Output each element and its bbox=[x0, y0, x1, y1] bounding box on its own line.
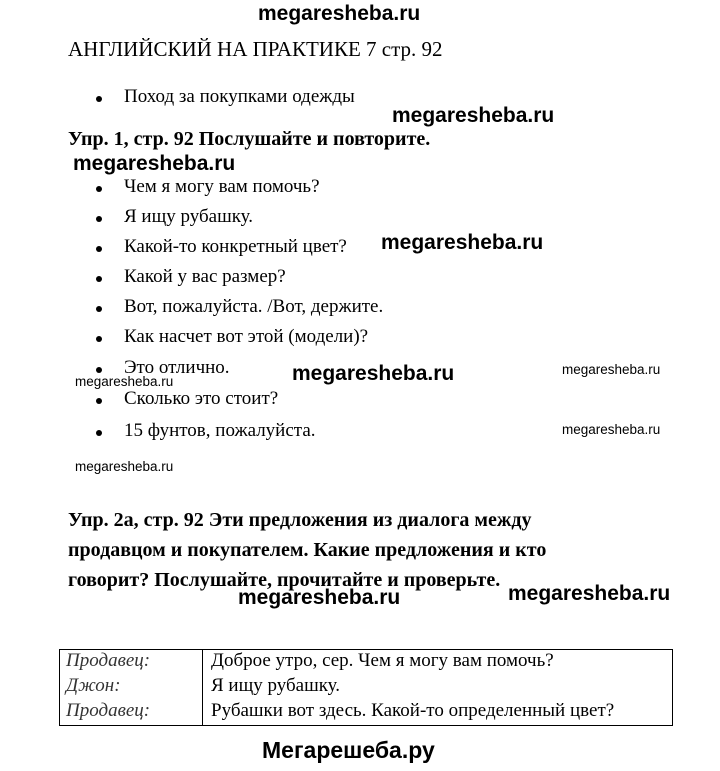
exercise2-heading-line: говорит? Послушайте, прочитайте и проверьте. bbox=[68, 569, 501, 591]
bullet-icon bbox=[96, 336, 102, 342]
list-item-text: Чем я могу вам помочь? bbox=[124, 176, 320, 197]
watermark-bottom-right: megaresheba.ru bbox=[508, 582, 671, 605]
line-cell: Доброе утро, сер. Чем я могу вам помочь? bbox=[211, 650, 554, 671]
line-cell: Я ищу рубашку. bbox=[211, 675, 341, 696]
bullet-icon bbox=[96, 398, 102, 404]
list-item-text: Как насчет вот этой (модели)? bbox=[124, 326, 369, 347]
exercise2-heading-line: Упр. 2a, стр. 92 Эти предложения из диалога между bbox=[68, 509, 532, 531]
table-row bbox=[60, 650, 673, 676]
speaker-cell: Джон: bbox=[60, 675, 203, 700]
watermark-top: megaresheba.ru bbox=[258, 2, 421, 25]
list-item-text: Какой-то конкретный цвет? bbox=[124, 236, 347, 257]
speaker-cell: Продавец: bbox=[60, 700, 203, 726]
line-cell: Рубашки вот здесь. Какой-то определенный цвет? bbox=[211, 700, 615, 721]
watermark-small-left-1: megaresheba.ru bbox=[75, 374, 174, 389]
bullet-icon bbox=[96, 306, 102, 312]
bullet-icon bbox=[96, 246, 102, 252]
table-row bbox=[60, 675, 673, 700]
watermark-after-intro: megaresheba.ru bbox=[392, 104, 555, 127]
table-row bbox=[60, 700, 673, 726]
watermark-bottom-left: megaresheba.ru bbox=[238, 586, 401, 609]
watermark-small-left-2: megaresheba.ru bbox=[75, 459, 174, 474]
list-item-text: Это отлично. bbox=[124, 357, 230, 378]
watermark-small-right-2: megaresheba.ru bbox=[562, 422, 661, 437]
list-item-text: Я ищу рубашку. bbox=[124, 206, 254, 227]
exercise2-heading-line: продавцом и покупателем. Какие предложения и кто bbox=[68, 539, 547, 561]
watermark-mid-bold: megaresheba.ru bbox=[292, 362, 455, 385]
list-item-text: 15 фунтов, пожалуйста. bbox=[124, 420, 316, 441]
list-item-text: Сколько это стоит? bbox=[124, 388, 279, 409]
footer-brand: Мегарешеба.ру bbox=[262, 737, 435, 763]
watermark-after-color: megaresheba.ru bbox=[381, 231, 544, 254]
list-item-text: Вот, пожалуйста. /Вот, держите. bbox=[124, 296, 384, 317]
bullet-icon bbox=[96, 186, 102, 192]
speaker-cell: Продавец: bbox=[60, 650, 203, 676]
watermark-small-right-1: megaresheba.ru bbox=[562, 362, 661, 377]
watermark-under-ex1: megaresheba.ru bbox=[73, 152, 236, 175]
intro-bullet-text: Поход за покупками одежды bbox=[124, 86, 355, 107]
bullet-icon bbox=[96, 216, 102, 222]
bullet-icon bbox=[96, 367, 102, 373]
bullet-icon bbox=[96, 430, 102, 436]
page-title: АНГЛИЙСКИЙ НА ПРАКТИКЕ 7 стр. 92 bbox=[68, 37, 443, 61]
list-item-text: Какой у вас размер? bbox=[124, 266, 286, 287]
exercise1-heading: Упр. 1, стр. 92 Послушайте и повторите. bbox=[68, 128, 431, 150]
bullet-icon bbox=[96, 96, 102, 102]
dialog-table bbox=[59, 649, 673, 726]
bullet-icon bbox=[96, 276, 102, 282]
